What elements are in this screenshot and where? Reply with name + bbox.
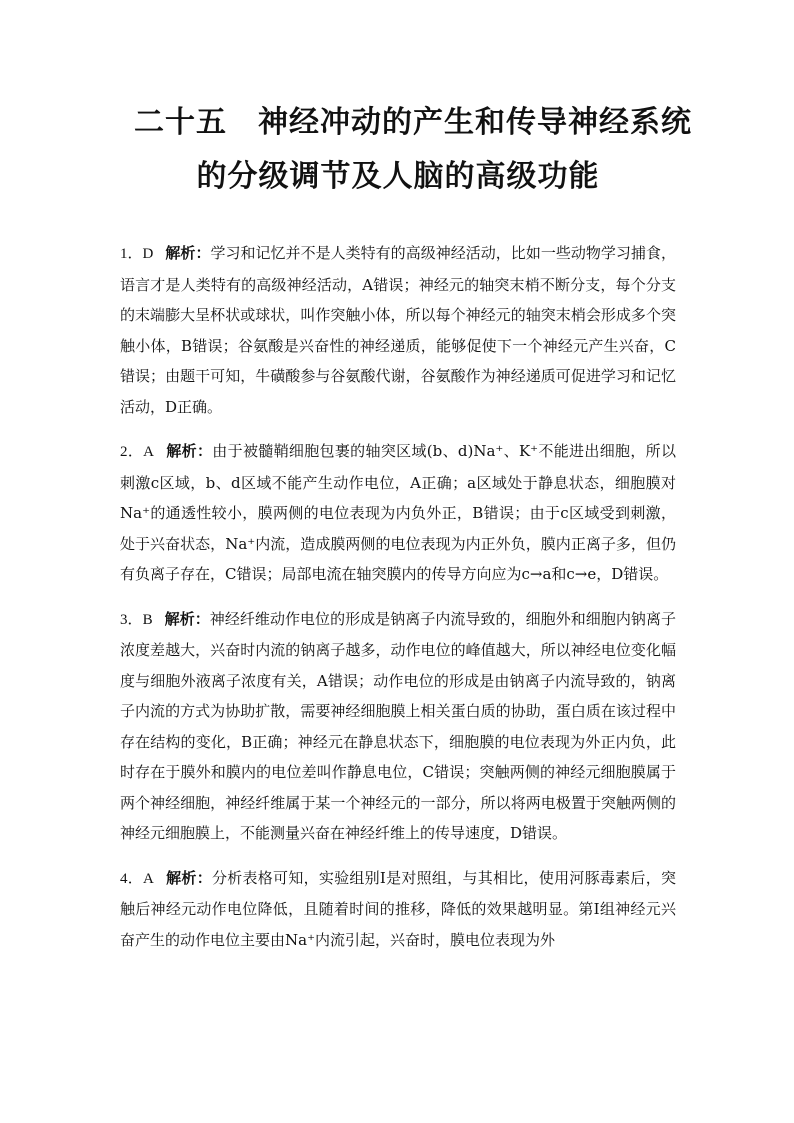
page-title	[120, 0, 692, 204]
analysis-label: 解析：	[164, 609, 210, 628]
answer-item-2	[120, 436, 676, 590]
title-line-1: 二十五 神经冲动的产生和传导神经系统	[134, 105, 692, 140]
answer-number: 1．	[120, 246, 143, 262]
analysis-label: 解析：	[166, 442, 213, 460]
answer-choice: B	[142, 611, 153, 628]
analysis-text: 学习和记忆并不是人类特有的高级神经活动，比如一些动物学习捕食，语言才是人类特有的高级神经活动，A错误；神经元的轴突末梢不断分支，每个分支的末端膨大呈杯状或球状，叫作突触小体，所以每个神经元的轴突末梢会形成多个突触小体，B错误；谷氨酸是兴奋性的神经递质，能够促使下一个神经元产生兴奋，C错误；由题干可知，牛磺酸参与谷氨酸代谢，谷氨酸作为神经递质可促进学习和记忆活动，D正确。	[120, 244, 676, 416]
answer-choice: A	[143, 870, 154, 887]
answer-item-3	[120, 604, 676, 849]
answer-number: 4．	[120, 870, 144, 887]
answer-item-4	[120, 863, 676, 956]
analysis-text: 由于被髓鞘细胞包裹的轴突区域(b、d)Na⁺、K⁺不能进出细胞，所以刺激c区域，b、d区域不能产生动作电位，A正确；a区域处于静息状态，细胞膜对Na⁺的通透性较小，膜两侧的电位表现为内负外正，B错误；由于c区域受到刺激，处于兴奋状态，Na⁺内流，造成膜两侧的电位表现为内正外负，膜内正离子多，但仍有负离子存在，C错误；局部电流在轴突膜内的传导方向应为c→a和c→e，D错误。	[120, 442, 676, 583]
answer-number: 3．	[120, 611, 143, 628]
answer-choice: D	[142, 246, 154, 262]
answer-item-1	[120, 238, 676, 422]
answer-choice: A	[143, 444, 154, 460]
answer-number: 2．	[120, 444, 144, 460]
analysis-text: 神经纤维动作电位的形成是钠离子内流导致的，细胞外和细胞内钠离子浓度差越大，兴奋时内流的钠离子越多，动作电位的峰值越大，所以神经电位变化幅度与细胞外液离子浓度有关，A错误；动作电位的形成是由钠离子内流导致的，钠离子内流的方式为协助扩散，需要神经细胞膜上相关蛋白质的协助，蛋白质在该过程中存在结构的变化，B正确；神经元在静息状态下，细胞膜的电位表现为外正内负，此时存在于膜外和膜内的电位差叫作静息电位，C错误；突触两侧的神经元细胞膜属于两个神经细胞，神经纤维属于某一个神经元的一部分，所以将两电极置于突触两侧的神经元细胞膜上，不能测量兴奋在神经纤维上的传导速度，D错误。	[120, 609, 676, 842]
title-line-2: 的分级调节及人脑的高级功能	[196, 159, 600, 194]
analysis-label: 解析：	[165, 868, 212, 887]
answer-list	[120, 238, 676, 955]
analysis-label: 解析：	[165, 244, 211, 262]
analysis-text: 分析表格可知，实验组别Ⅰ是对照组，与其相比，使用河豚毒素后，突触后神经元动作电位降低，且随着时间的推移，降低的效果越明显。第Ⅰ组神经元兴奋产生的动作电位主要由Na⁺内流引起，兴奋时，膜电位表现为外	[120, 868, 676, 949]
